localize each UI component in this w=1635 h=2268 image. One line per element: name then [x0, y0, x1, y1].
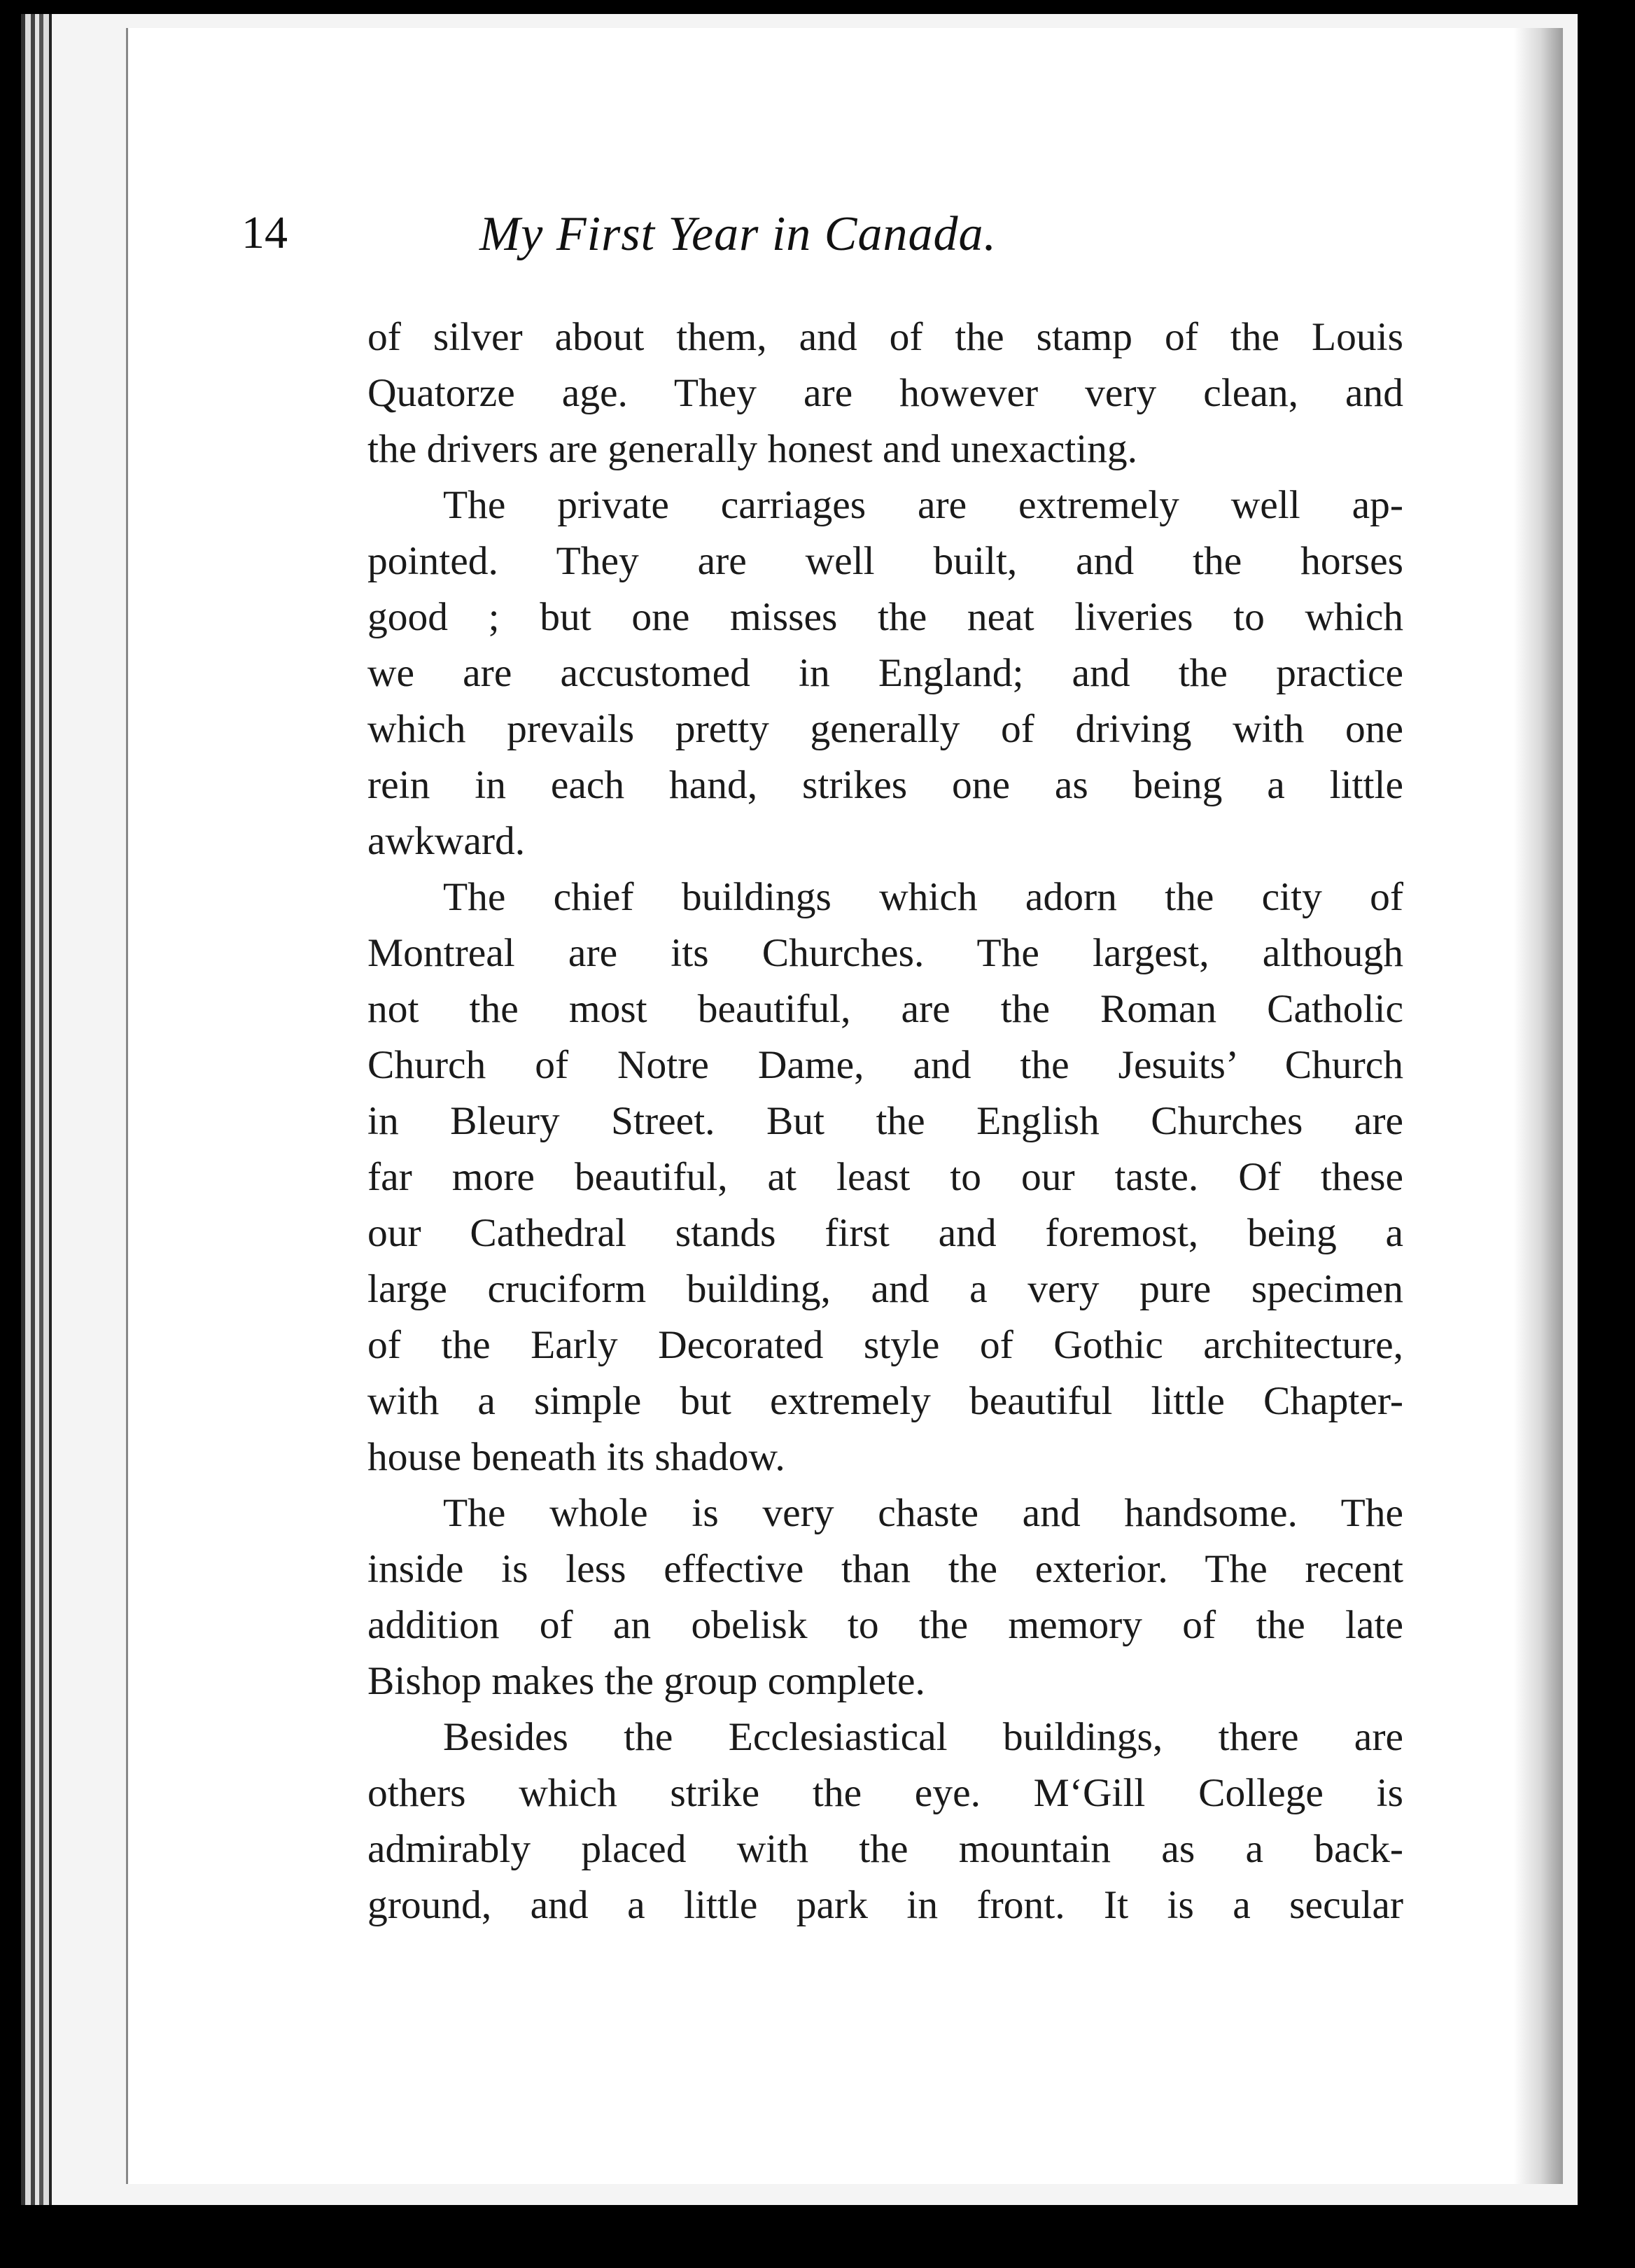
text-line: far more beautiful, at least to our taste. Of these [367, 1155, 1403, 1199]
text-line: not the most beautiful, are the Roman Catholic [367, 987, 1403, 1031]
scan-bottom-edge [0, 2205, 1635, 2268]
text-line: our Cathedral stands first and foremost, being a [367, 1211, 1403, 1255]
text-line: we are accustomed in England; and the practice [367, 651, 1403, 695]
text-line: good ; but one misses the neat liveries to which [367, 595, 1403, 639]
text-line: Church of Notre Dame, and the Jesuits’ Church [367, 1043, 1403, 1087]
running-head [241, 206, 1242, 276]
text-line: Besides the Ecclesiastical buildings, there are [443, 1715, 1403, 1759]
text-line: addition of an obelisk to the memory of the late [367, 1603, 1403, 1647]
text-line: rein in each hand, strikes one as being a little [367, 763, 1403, 807]
text-line: others which strike the eye. M‘Gill College is [367, 1771, 1403, 1815]
text-line: awkward. [367, 819, 526, 863]
text-line: with a simple but extremely beautiful little Chapter- [367, 1379, 1403, 1423]
text-line: The private carriages are extremely well ap- [443, 483, 1403, 527]
text-line: Quatorze age. They are however very clean, and [367, 371, 1403, 415]
text-line: ground, and a little park in front. It is a secular [367, 1883, 1403, 1927]
text-line: of the Early Decorated style of Gothic architecture, [367, 1323, 1403, 1367]
page-number: 14 [241, 207, 288, 258]
page-gutter [1514, 28, 1563, 2184]
text-line: The whole is very chaste and handsome. The [443, 1491, 1403, 1535]
text-line: Bishop makes the group complete. [367, 1659, 925, 1703]
book-title: My First Year in Canada. [479, 207, 997, 261]
body-text [367, 309, 1403, 1933]
text-line: pointed. They are well built, and the horses [367, 539, 1403, 583]
text-line: house beneath its shadow. [367, 1435, 785, 1479]
text-line: inside is less effective than the exterior. The recent [367, 1547, 1403, 1591]
text-line: large cruciform building, and a very pure specimen [367, 1267, 1403, 1311]
text-line: Montreal are its Churches. The largest, although [367, 931, 1403, 975]
text-line: of silver about them, and of the stamp of the Louis [367, 315, 1403, 359]
text-line: which prevails pretty generally of driving with one [367, 707, 1403, 751]
text-line: the drivers are generally honest and unexacting. [367, 427, 1138, 471]
text-line: The chief buildings which adorn the city of [443, 875, 1403, 919]
text-line: admirably placed with the mountain as a back- [367, 1827, 1403, 1871]
text-line: in Bleury Street. But the English Churches are [367, 1099, 1403, 1143]
